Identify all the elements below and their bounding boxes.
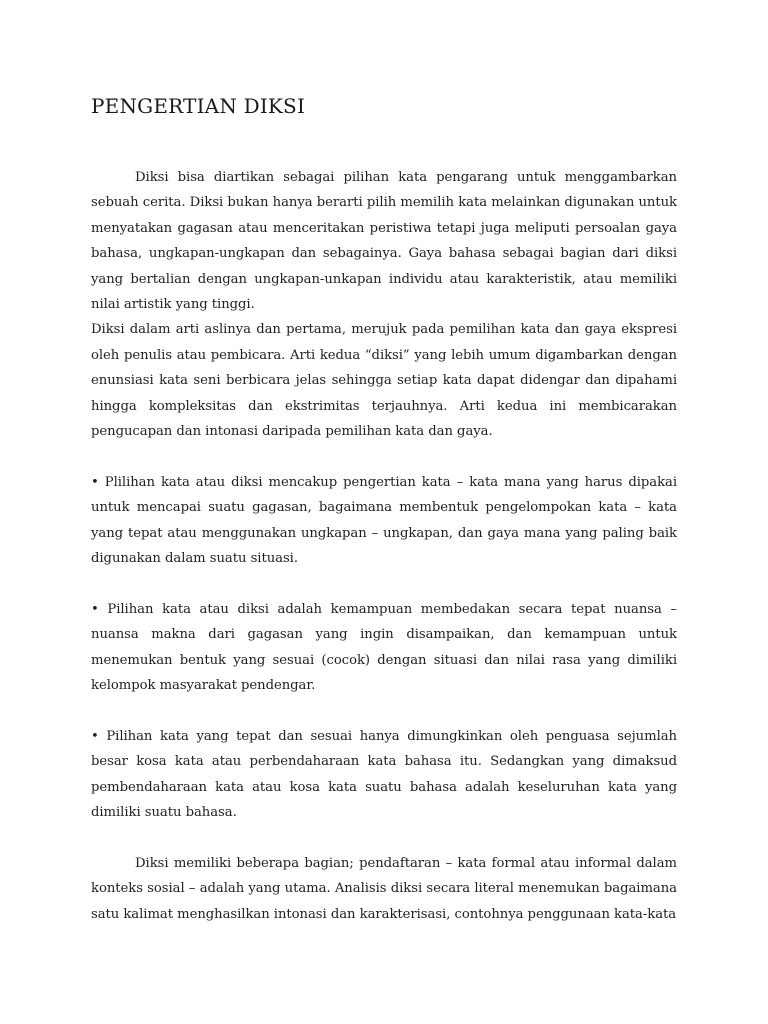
document-page bbox=[91, 86, 677, 927]
bullet-point-nuance: • Pilihan kata atau diksi adalah kemampuan membedakan secara tepat nuansa – nuansa makna dari gagasan yang ingin disampaikan, dan kemampuan untuk menemukan bentuk yang sesuai (cocok) dengan situasi dan nilai rasa yang dimiliki kelompok masyarakat pendengar. bbox=[91, 601, 677, 694]
bullet-point-word-choice: • Plilihan kata atau diksi mencakup pengertian kata – kata mana yang harus dipakai untuk mencapai suatu gagasan, bagaimana membentuk pengelompokan kata – kata yang tepat atau menggunakan ungkapan – ungkapan, dan gaya mana yang paling baik digunakan dalam suatu situasi. bbox=[91, 474, 677, 567]
document-title: PENGERTIAN DIKSI bbox=[91, 94, 306, 118]
paragraph-diction-parts: Diksi memiliki beberapa bagian; pendaftaran – kata formal atau informal dalam konteks sosial – adalah yang utama. Analisis diksi secara literal menemukan bagaimana satu kalimat menghasilkan intonasi dan karakterisasi, contohnya penggunaan kata-kata bbox=[91, 855, 677, 922]
paragraph-second-meaning: Diksi dalam arti aslinya dan pertama, merujuk pada pemilihan kata dan gaya ekspresi oleh penulis atau pembicara. Arti kedua “diksi” yang lebih umum digambarkan dengan enunsiasi kata seni berbicara jelas sehingga setiap kata dapat didengar dan dipahami hingga kompleksitas dan ekstrimitas terjauhnya. Arti kedua ini membicarakan pengucapan dan intonasi daripada pemilihan kata dan gaya. bbox=[91, 322, 677, 440]
paragraph-definition: Diksi bisa diartikan sebagai pilihan kata pengarang untuk menggambarkan sebuah cerita. Diksi bukan hanya berarti pilih memilih kata melainkan digunakan untuk menyatakan gagasan atau menceritakan peristiwa tetapi juga meliputi persoalan gaya bahasa, ungkapan-ungkapan dan sebagainya. Gaya bahasa sebagai bagian dari diksi yang bertalian dengan ungkapan-unkapan individu atau karakteristik, atau memiliki nilai artistik yang tinggi. bbox=[91, 170, 677, 313]
bullet-point-vocabulary: • Pilihan kata yang tepat dan sesuai hanya dimungkinkan oleh penguasa sejumlah besar kosa kata atau perbendaharaan kata bahasa itu. Sedangkan yang dimaksud pembendaharaan kata atau kosa kata suatu bahasa adalah keseluruhan kata yang dimiliki suatu bahasa. bbox=[91, 728, 677, 821]
